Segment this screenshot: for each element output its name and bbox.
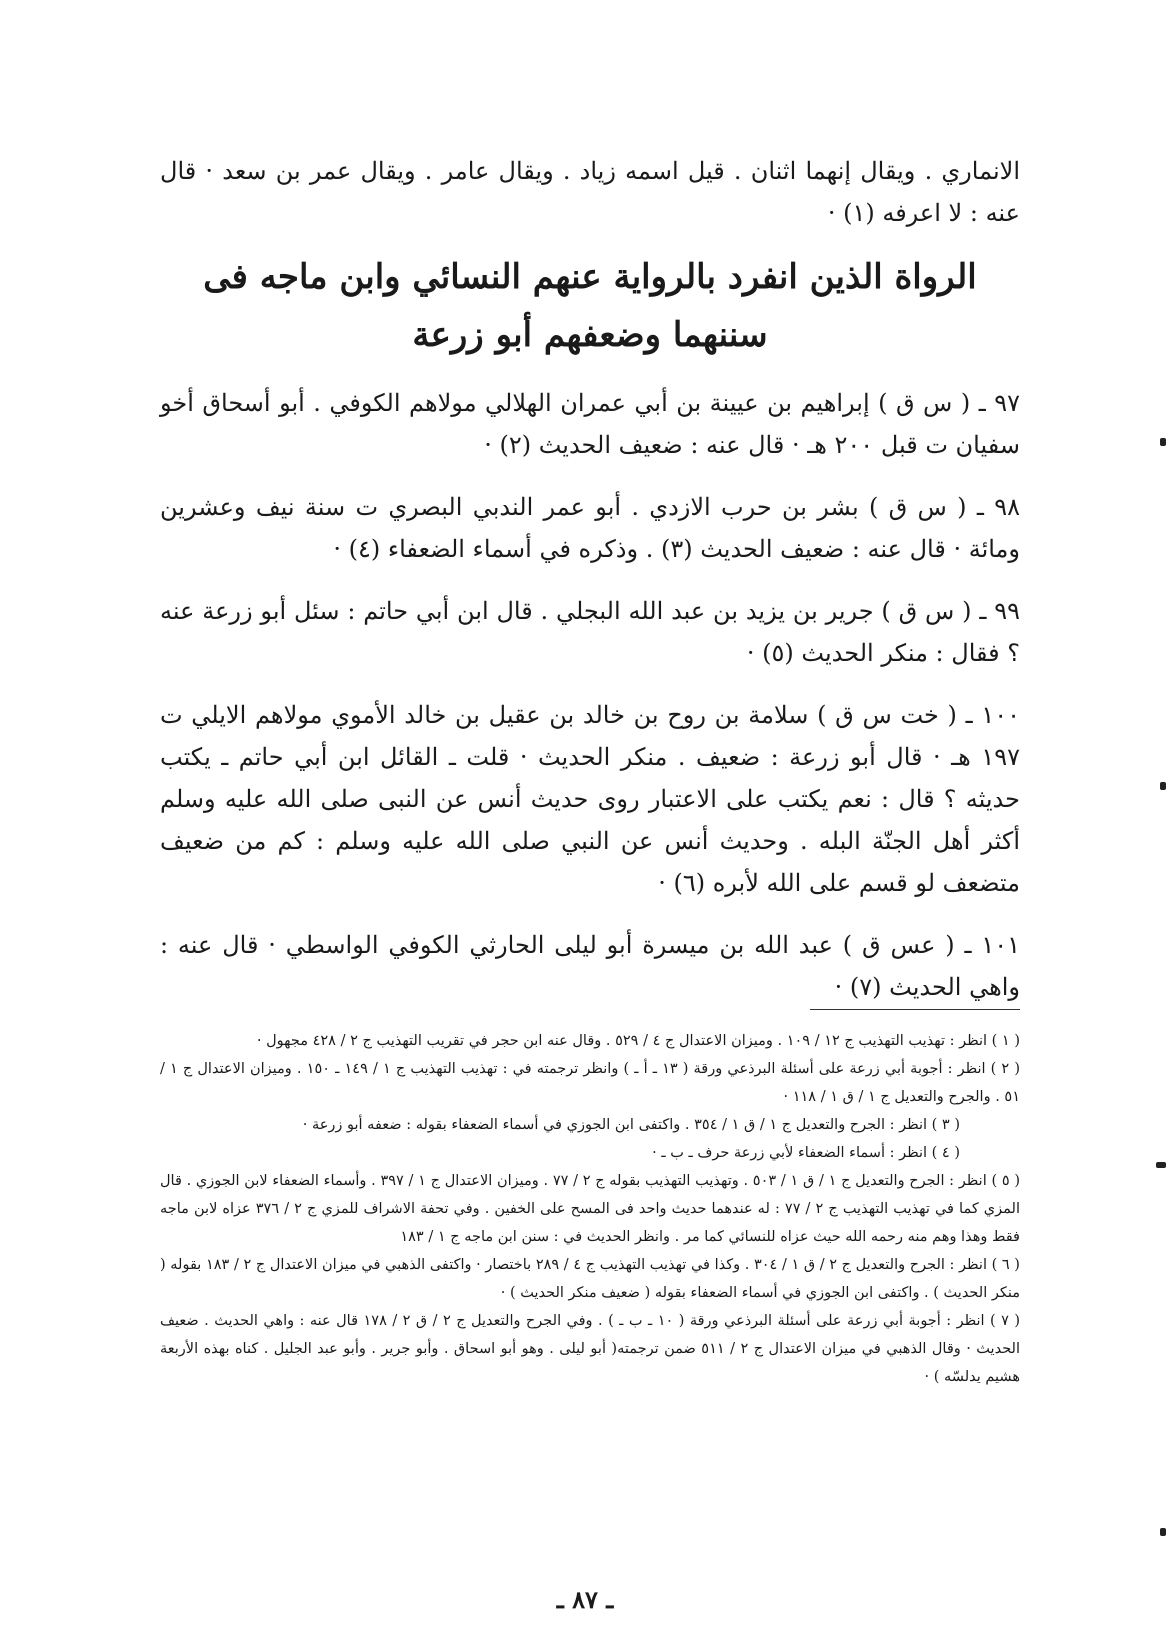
entry-number: ٩٩ ـ: [979, 597, 1020, 625]
footnote-2: ( ٢ ) انظر : أجوبة أبي زرعة على أسئلة البرذعي ورقة ( ١٣ ـ أ ـ ) وانظر ترجمته في : تهذيب التهذيب ج ١ / ١٤٩ ـ ١٥٠ . وميزان الاعتدال ج ١ / ٥١ . والجرح والتعديل ج ١ / ق ١ / ١١٨ ·: [160, 1061, 1020, 1105]
footnote-4: ( ٤ ) انظر : أسماء الضعفاء لأبي زرعة حرف ـ ب ـ ·: [652, 1145, 960, 1161]
footnote-6: ( ٦ ) انظر : الجرح والتعديل ج ٢ / ق ١ / ٣٠٤ . وكذا في تهذيب التهذيب ج ٤ / ٢٨٩ باختصار · واكتفى الذهبي في ميزان الاعتدال ج ٢ / ١٨٣ بقوله ( منكر الحديث ) . واكتفى ابن الجوزي في أسماء الضعفاء بقوله ( ضعيف منكر الحديث ) ·: [160, 1257, 1020, 1301]
entry-98: [160, 486, 1020, 570]
scan-edge-mark: [1160, 782, 1166, 790]
entry-text: ( عس ق ) عبد الله بن ميسرة أبو ليلى الحارثي الكوفي الواسطي · قال عنه : واهي الحديث (٧) ·: [160, 931, 1020, 1001]
footnote-1: ( ١ ) انظر : تهذيب التهذيب ج ١٢ / ١٠٩ . وميزان الاعتدال ج ٤ / ٥٢٩ . وقال عنه ابن حجر في تقريب التهذيب ج ٢ / ٤٢٨ مجهول ·: [256, 1033, 1020, 1049]
entry-number: ٩٨ ـ: [976, 493, 1021, 521]
scan-edge-mark: [1160, 1528, 1166, 1536]
footnote-5: ( ٥ ) انظر : الجرح والتعديل ج ١ / ق ١ / ٥٠٣ . وتهذيب التهذيب بقوله ج ٢ / ٧٧ . وميزان الاعتدال ج ١ / ٣٩٧ . وأسماء الضعفاء لابن الجوزي . قال المزي كما في تهذيب التهذيب ج ٢ / ٧٧ : له عندهما حديث واحد فى المسح على الخفين . وفي تحفة الاشراف للمزي ج ٢ / ٣٧٦ عزاه لابن ماجه فقط وهذا وهم منه رحمه الله حيث عزاه للنسائي كما مر . وانظر الحديث في : سنن ابن ماجه ج ١ / ١٨٣: [160, 1173, 1020, 1245]
entry-97: [160, 382, 1020, 466]
entry-text: ( س ق ) جرير بن يزيد بن عبد الله البجلي . قال ابن أبي حاتم : سئل أبو زرعة عنه ؟ فقال : منكر الحديث (٥) ·: [160, 597, 1020, 667]
scan-edge-mark: [1156, 1162, 1166, 1168]
footnotes: [160, 1027, 1020, 1391]
entry-101: [160, 924, 1020, 1008]
entry-number: ١٠٠ ـ: [965, 701, 1020, 729]
section-heading: الرواة الذين انفرد بالرواية عنهم النسائي وابن ماجه فى سننهما وضعفهم أبو زرعة: [203, 257, 977, 355]
entry-100: [160, 694, 1020, 904]
scan-edge-mark: [1160, 438, 1166, 446]
entry-text: ( خت س ق ) سلامة بن روح بن خالد بن عقيل بن خالد الأموي مولاهم الايلي ت ١٩٧ هـ · قال أبو زرعة : ضعيف . منكر الحديث · قلت ـ القائل ابن أبي حاتم ـ يكتب حديثه ؟ قال : نعم يكتب على الاعتبار روى حديث أنس عن النبى صلى الله عليه وسلم أكثر أهل الجنّة البله . وحديث أنس عن النبي صلى الله عليه وسلم : كم من ضعيف متضعف لو قسم على الله لأبره (٦) ·: [160, 701, 1020, 897]
footnote-3: ( ٣ ) انظر : الجرح والتعديل ج ١ / ق ١ / ٣٥٤ . واكتفى ابن الجوزي في أسماء الضعفاء بقوله : ضعفه أبو زرعة ·: [302, 1117, 960, 1133]
intro-paragraph: الانماري . ويقال إنهما اثنان . قيل اسمه زياد . ويقال عامر . ويقال عمر بن سعد · قال عنه : لا اعرفه (١) ·: [160, 157, 1020, 227]
entry-text: ( س ق ) بشر بن حرب الازدي . أبو عمر الندبي البصري ت سنة نيف وعشرين ومائة · قال عنه : ضعيف الحديث (٣) . وذكره في أسماء الضعفاء (٤) ·: [160, 493, 1020, 563]
footnote-divider: [810, 1009, 1020, 1010]
entry-text: ( س ق ) إبراهيم بن عيينة بن أبي عمران الهلالي مولاهم الكوفي . أبو أسحاق أخو سفيان ت قبل ٢٠٠ هـ · قال عنه : ضعيف الحديث (٢) ·: [160, 389, 1020, 459]
entry-99: [160, 590, 1020, 674]
entry-number: ١٠١ ـ: [964, 931, 1020, 959]
entry-number: ٩٧ ـ: [978, 389, 1020, 417]
page-number: ـ ٨٧ ـ: [556, 1585, 614, 1614]
main-text: [160, 150, 1020, 1008]
footnote-7: ( ٧ ) انظر : أجوبة أبي زرعة على أسئلة البرذعي ورقة ( ١٠ ـ ب ـ ) . وفي الجرح والتعديل ج ٢ / ق ٢ / ١٧٨ قال عنه : واهي الحديث . ضعيف الحديث · وقال الذهبي في ميزان الاعتدال ج ٢ / ٥١١ ضمن ترجمته( أبو ليلى . وهو أبو اسحاق . وأبو جرير . وأبو عبد الجليل . كناه بهذه الأربعة هشيم يدلسّه ) ·: [160, 1313, 1021, 1385]
